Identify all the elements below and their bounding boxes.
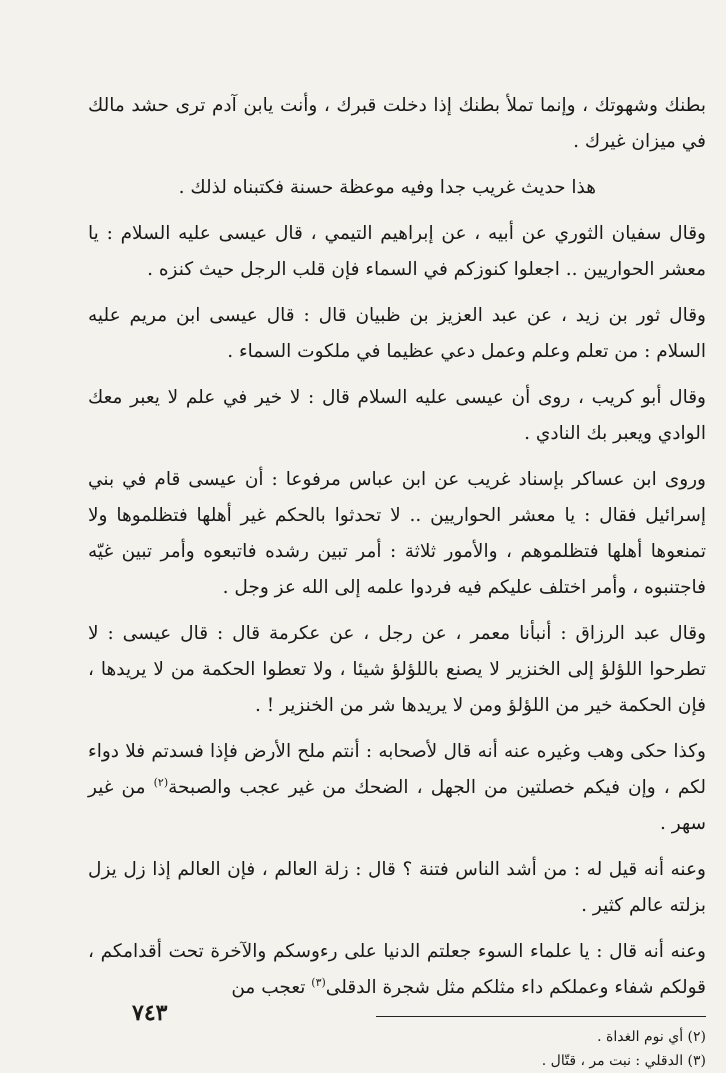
page-number: ٧٤٣ <box>132 1000 168 1026</box>
footnote-3: (٣) الدقلي : نبت مر ، قتّال . <box>541 1053 706 1069</box>
paragraph-7: وقال عبد الرزاق : أنبأنا معمر ، عن رجل ، عن عكرمة قال : قال عيسى : لا تطرحوا اللؤلؤ إلى الخنزير لا يصنع باللؤلؤ شيئا ، ولا تعطوا الحكمة من لا يريدها ، فإن الحكمة خير من اللؤلؤ ومن لا يريدها شر من الخنزير ! . <box>88 623 706 716</box>
paragraph-10-text: وعنه أنه قال : يا علماء السوء جعلتم الدنيا على رءوسكم والآخرة تحت أقدامكم ، قولكم شفاء وعملكم داء مثلكم مثل شجرة الدقلى <box>88 941 706 998</box>
footnote-ref-3: (٣) <box>311 975 326 989</box>
paragraph-6: وروى ابن عساكر بإسناد غريب عن ابن عباس مرفوعا : أن عيسى قام في بني إسرائيل فقال : يا معشر الحواريين .. لا تحدثوا بالحكم غير أهلها فتظلموها ولا تمنعوها أهلها فتظلموهم ، والأمور ثلاثة : أمر تبين رشده فاتبعوه وأمر تبين غيّه فاجتنبوه ، وأمر اختلف عليكم فيه فردوا علمه إلى الله عز وجل . <box>88 469 706 598</box>
paragraph-2: هذا حديث غريب جدا وفيه موعظة حسنة فكتبناه لذلك . <box>178 177 596 198</box>
footnote-divider <box>376 1016 706 1017</box>
paragraph-1: بطنك وشهوتك ، وإنما تملأ بطنك إذا دخلت قبرك ، وأنت يابن آدم ترى حشد مالك في ميزان غيرك . <box>88 95 706 152</box>
paragraph-8 <box>88 734 706 842</box>
footnotes <box>88 1025 706 1073</box>
paragraph-10-tail: تعجب من <box>231 977 312 998</box>
page-body <box>88 88 706 1073</box>
footnote-ref-2: (٢) <box>153 775 169 789</box>
footnote-2: (٢) أي نوم الغداة . <box>597 1029 706 1045</box>
paragraph-10 <box>88 934 706 1006</box>
paragraph-8-text: وكذا حكى وهب وغيره عنه أنه قال لأصحابه : أنتم ملح الأرض فإذا فسدتم فلا دواء لكم ، وإن فيكم خصلتين من الجهل ، الضحك من غير عجب والصبحة <box>88 741 706 798</box>
paragraph-3: وقال سفيان الثوري عن أبيه ، عن إبراهيم التيمي ، قال عيسى عليه السلام : يا معشر الحواريين .. اجعلوا كنوزكم في السماء فإن قلب الرجل حيث كنزه . <box>88 223 706 280</box>
paragraph-8-tail: من غير سهر . <box>88 777 706 834</box>
paragraph-9: وعنه أنه قيل له : من أشد الناس فتنة ؟ قال : زلة العالم ، فإن العالم إذا زل يزل بزلته عالم كثير . <box>88 859 706 916</box>
paragraph-5: وقال أبو كريب ، روى أن عيسى عليه السلام قال : لا خير في علم لا يعبر معك الوادي ويعبر بك النادي . <box>88 387 706 444</box>
paragraph-4: وقال ثور بن زيد ، عن عبد العزيز بن ظبيان قال : قال عيسى ابن مريم عليه السلام : من تعلم وعلم وعمل دعي عظيما في ملكوت السماء . <box>88 305 706 362</box>
